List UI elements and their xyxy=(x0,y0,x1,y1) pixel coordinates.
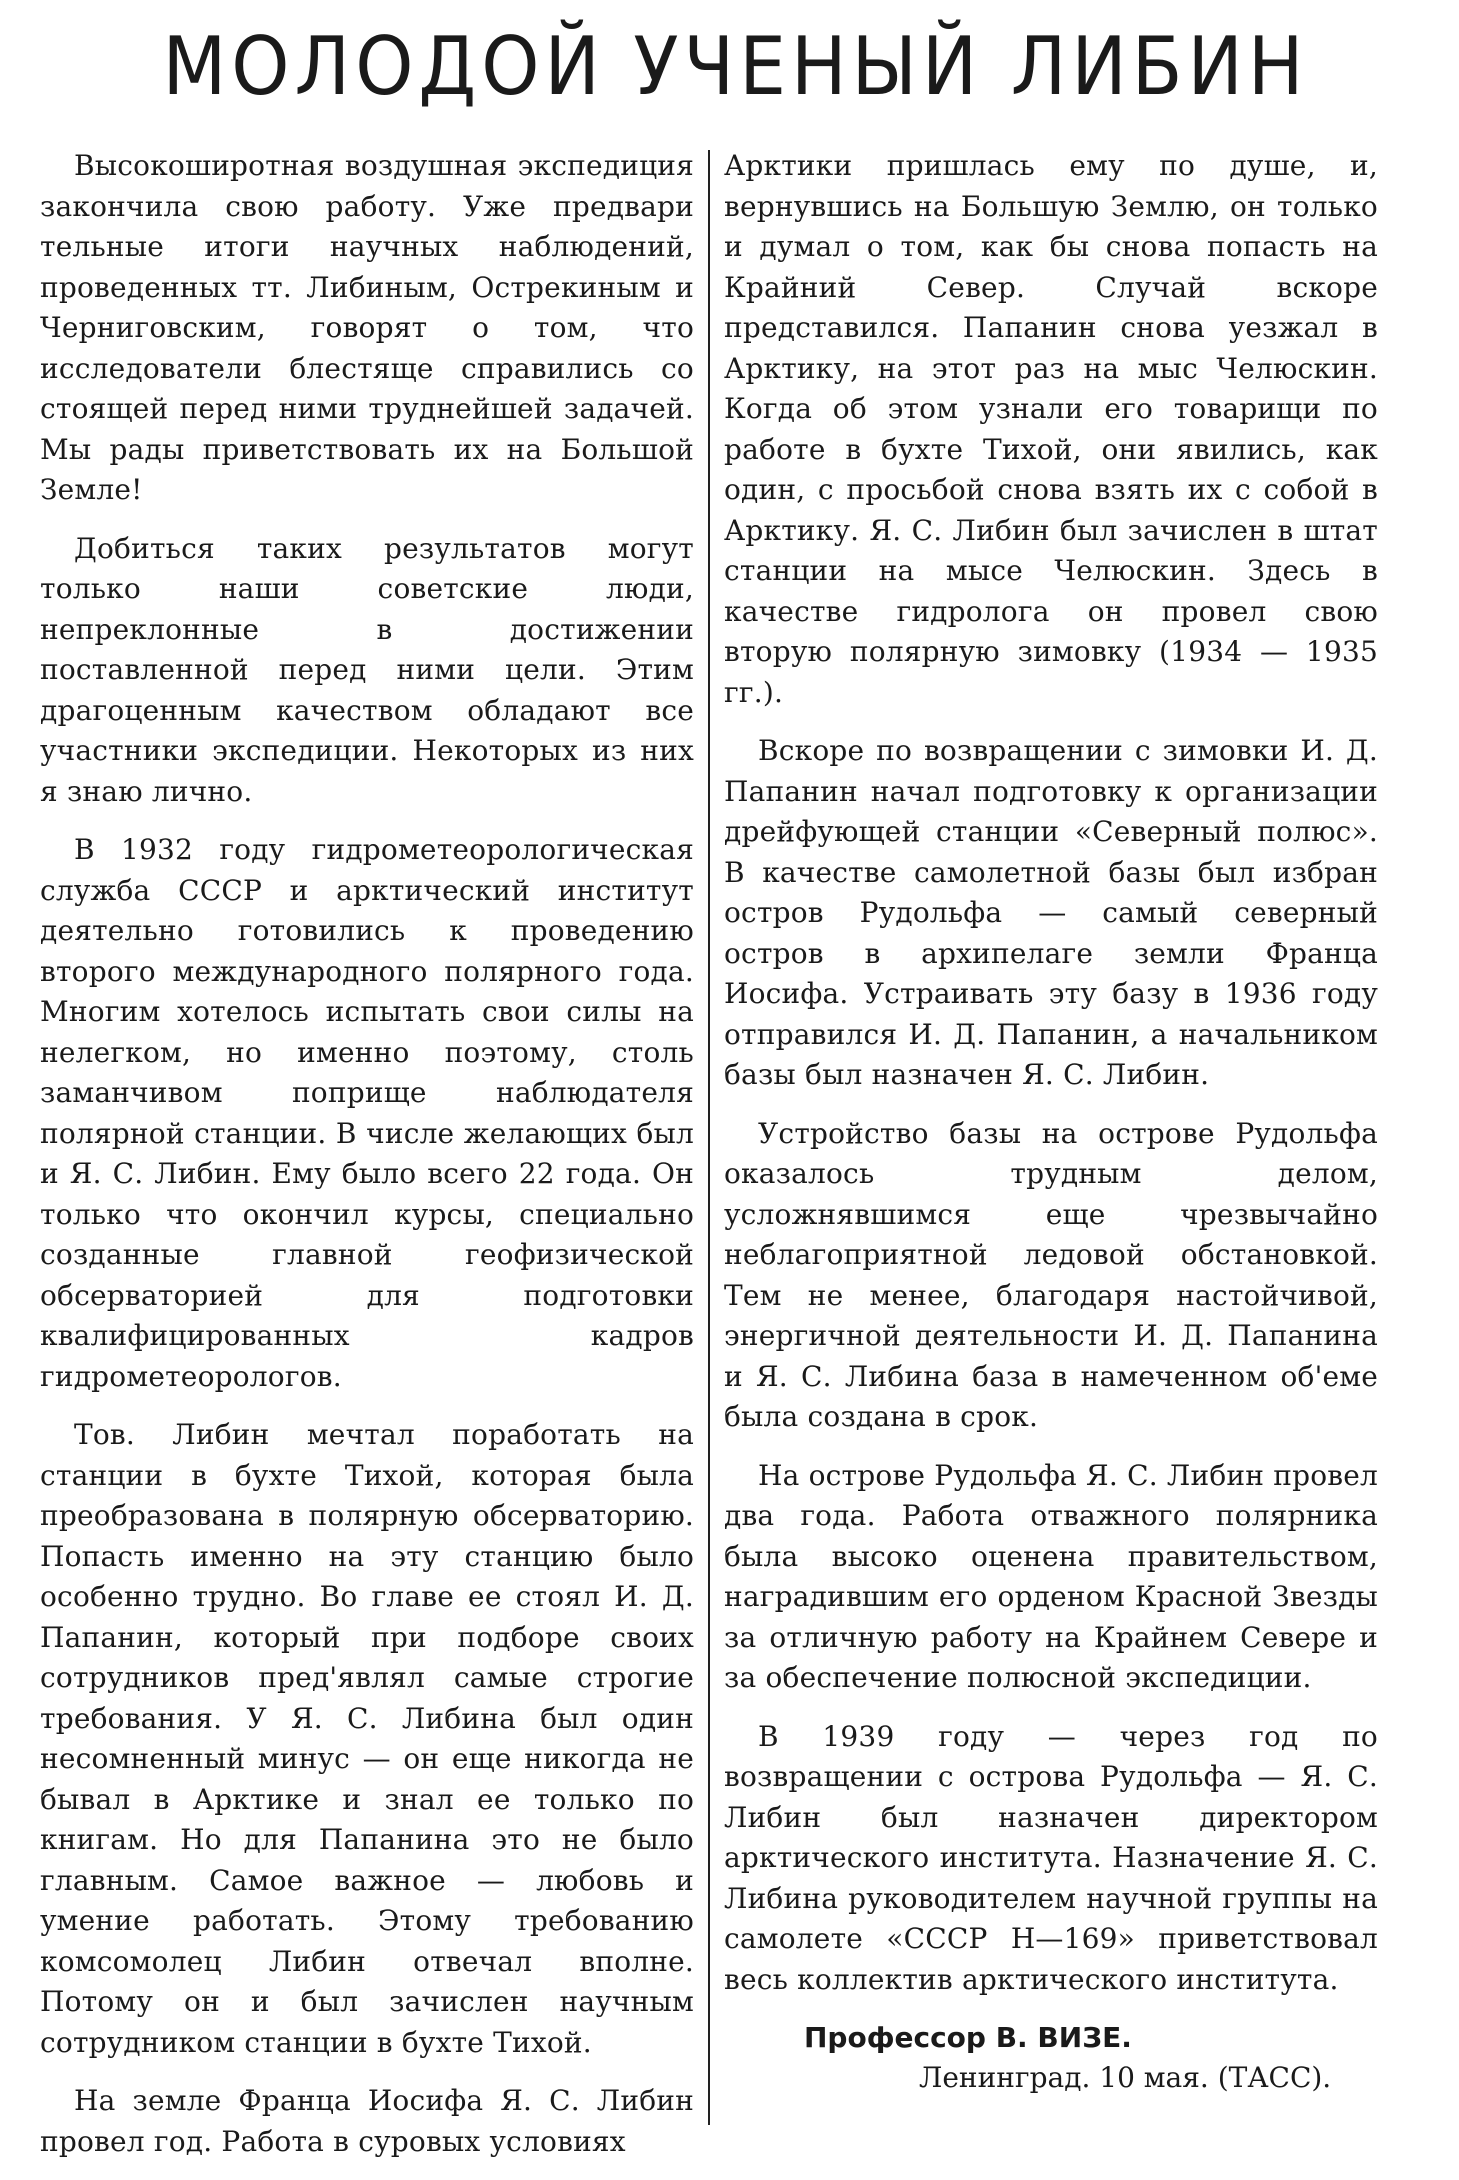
author-signature: Профессор В. ВИЗЕ. xyxy=(804,2021,1132,2054)
article-columns xyxy=(40,146,1431,2180)
paragraph: Арктики пришлась ему по душе, и, вернувшись на Большую Землю, он только и думал о том, как бы снова попасть на Крайний Север. Случай вскоре представился. Папанин снова уезжал в Арктику, на этот раз на мыс Челюскин. Когда об этом узнали его товарищи по работе в бухте Тихой, они явились, как один, с просьбой снова взять их с собой в Арктику. Я. С. Либин был зачислен в штат станции на мысе Челюскин. Здесь в качестве гидролога он провел свою вторую полярную зимовку (1934 — 1935 гг.). xyxy=(724,149,1378,709)
paragraph: Тов. Либин мечтал поработать на станции в бухте Тихой, которая была преобразована в полярную обсерваторию. Попасть именно на эту станцию было особенно трудно. Во главе ее стоял И. Д. Папанин, который при подборе своих сотрудников пред'являл самые строгие требования. У Я. С. Либина был один несомненный минус — он еще никогда не бывал в Арктике и знал ее только по книгам. Но для Папанина это не было главным. Самое важное — любовь и умение работать. Этому требованию комсомолец Либин отвечал вполне. Потому он и был зачислен научным сотрудником станции в бухте Тихой. xyxy=(40,1418,694,2059)
right-column xyxy=(710,146,1378,2180)
headline: МОЛОДОЙ УЧЕНЫЙ ЛИБИН xyxy=(162,20,1309,114)
paragraph: В 1939 году — через год по возвращении с острова Рудольфа — Я. С. Либин был назначен директором арктического института. Назначение Я. С. Либина руководителем научной группы на самолете «СССР Н—169» приветствовал весь коллектив арктического института. xyxy=(724,1719,1378,1996)
paragraph: Вскоре по возвращении с зимовки И. Д. Папанин начал подготовку к организации дрейфующей станции «Северный полюс». В качестве самолетной базы был избран остров Рудольфа — самый северный остров в архипелаге земли Франца Иосифа. Устраивать эту базу в 1936 году отправился И. Д. Папанин, а начальником базы был назначен Я. С. Либин. xyxy=(724,734,1378,1091)
dateline: Ленинград. 10 мая. (ТАСС). xyxy=(919,2061,1332,2094)
paragraph: Добиться таких результатов могут только наши советские люди, непреклонные в достижении поставленной перед ними цели. Этим драгоценным качеством обладают все участники экспедиции. Некоторых из них я знаю лично. xyxy=(40,531,694,808)
left-column xyxy=(40,146,708,2180)
paragraph: Устройство базы на острове Рудольфа оказалось трудным делом, усложнявшимся еще чрезвычайно неблагоприятной ледовой обстановкой. Тем не менее, благодаря настойчивой, энергичной деятельности И. Д. Папанина и Я. С. Либина база в намеченном об'еме была создана в срок. xyxy=(724,1116,1378,1433)
paragraph: На земле Франца Иосифа Я. С. Либин провел год. Работа в суровых условиях xyxy=(40,2084,694,2158)
paragraph: На острове Рудольфа Я. С. Либин провел два года. Работа отважного полярника была высоко оценена правительством, наградившим его орденом Красной Звезды за отличную работу на Крайнем Севере и за обеспечение полюсной экспедиции. xyxy=(724,1458,1378,1694)
paragraph: Высокоширотная воздушная экспедиция закончила свою работу. Уже предвари тельные итоги научных наблюдений, проведенных тт. Либиным, Острекиным и Черниговским, говорят о том, что исследователи блестяще справились со стоящей перед ними труднейшей задачей. Мы рады приветствовать их на Большой Земле! xyxy=(40,149,694,506)
paragraph: В 1932 году гидрометеорологическая служба СССР и арктический институт деятельно готовились к проведению второго международного полярного года. Многим хотелось испытать свои силы на нелегком, но именно поэтому, столь заманчивом поприще наблюдателя полярной станции. В числе желающих был и Я. С. Либин. Ему было всего 22 года. Он только что окончил курсы, специально созданные главной геофизической обсерваторией для подготовки квалифицированных кадров гидрометеорологов. xyxy=(40,833,694,1393)
